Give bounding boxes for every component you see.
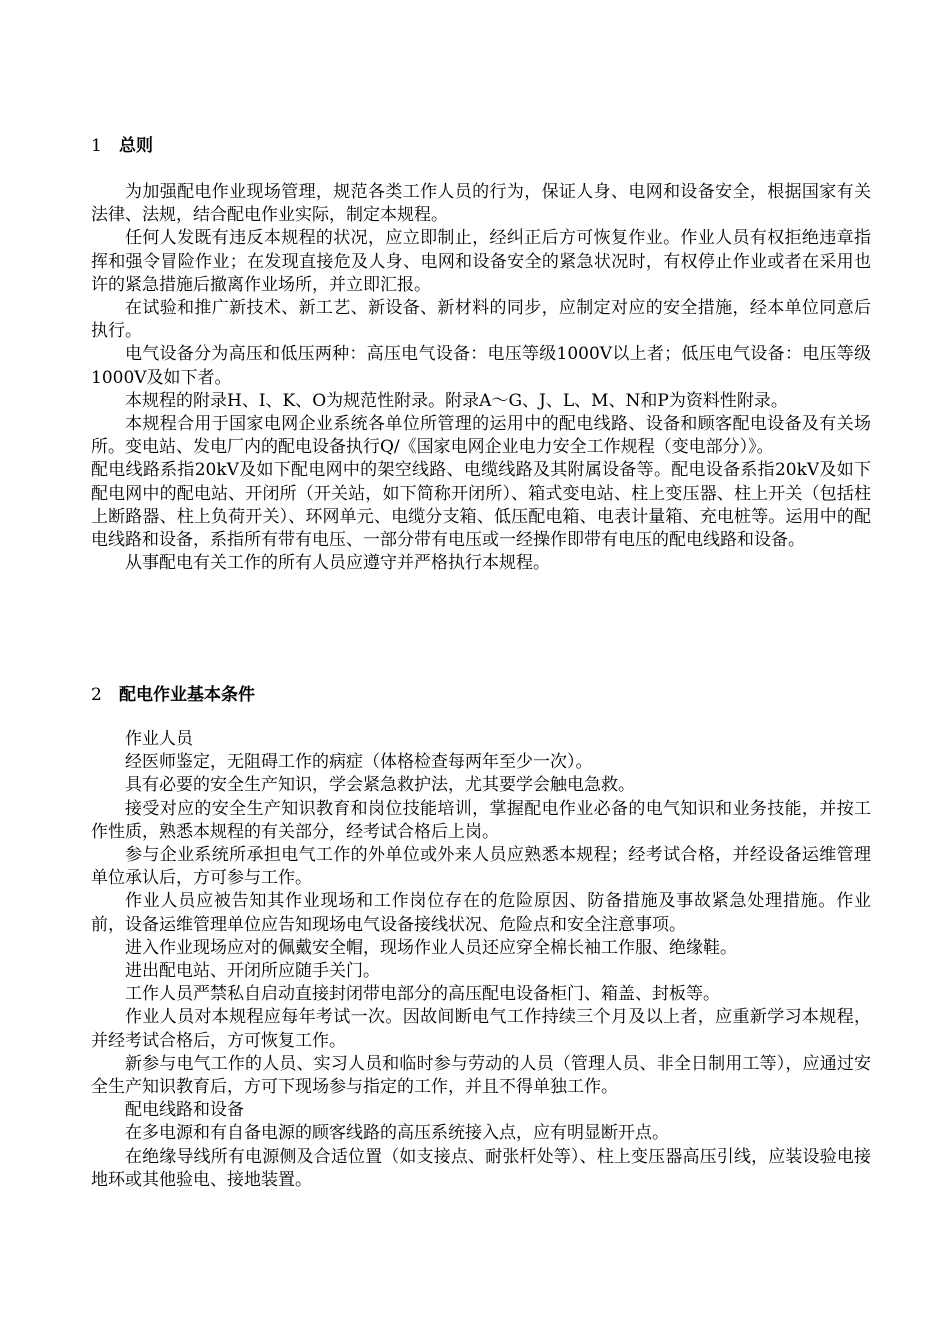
paragraph: 本规程合用于国家电网企业系统各单位所管理的运用中的配电线路、设备和顾客配电设备及有关场所。变电站、发电厂内的配电设备执行Q/《国家电网企业电力安全工作规程（变电部分）》。 [91, 414, 871, 458]
paragraph: 电气设备分为高压和低压两种：高压电气设备：电压等级1000V以上者；低压电气设备：电压等级1000V及如下者。 [91, 344, 871, 388]
paragraph: 从事配电有关工作的所有人员应遵守并严格执行本规程。 [125, 553, 550, 574]
section-2-body [91, 728, 871, 1192]
section-1-heading [91, 131, 153, 156]
paragraph: 具有必要的安全生产知识，学会紧急救护法，尤其要学会触电急救。 [125, 775, 635, 796]
paragraph: 新参与电气工作的人员、实习人员和临时参与劳动的人员（管理人员、非全日制用工等），应通过安全生产知识教育后，方可下现场参与指定的工作，并且不得单独工作。 [91, 1053, 871, 1098]
paragraph: 在试验和推广新技术、新工艺、新设备、新材料的同步，应制定对应的安全措施，经本单位同意后执行。 [91, 298, 871, 342]
subheading-personnel: 作业人员 [125, 729, 193, 749]
section-1-body [91, 181, 871, 575]
section-2-title: 配电作业基本条件 [119, 685, 255, 705]
paragraph: 作业人员应被告知其作业现场和工作岗位存在的危险原因、防备措施及事故紧急处理措施。作业前，设备运维管理单位应告知现场电气设备接线状况、危险点和安全注意事项。 [91, 891, 871, 935]
section-2-heading [91, 680, 255, 705]
paragraph: 为加强配电作业现场管理，规范各类工作人员的行为，保证人身、电网和设备安全，根据国家有关法律、法规，结合配电作业实际，制定本规程。 [91, 182, 871, 226]
section-1-number: 1 [91, 136, 102, 156]
paragraph: 作业人员对本规程应每年考试一次。因故间断电气工作持续三个月及以上者，应重新学习本规程，并经考试合格后，方可恢复工作。 [91, 1007, 871, 1051]
subheading-lines-equipment: 配电线路和设备 [125, 1100, 244, 1121]
paragraph: 接受对应的安全生产知识教育和岗位技能培训，掌握配电作业必备的电气知识和业务技能，并按工作性质，熟悉本规程的有关部分，经考试合格后上岗。 [91, 798, 871, 842]
paragraph: 本规程的附录H、I、K、O为规范性附录。附录A～G、J、L、M、N和P为资料性附录。 [125, 390, 788, 411]
paragraph: 在多电源和有自备电源的顾客线路的高压系统接入点，应有明显断开点。 [125, 1123, 669, 1144]
paragraph: 进出配电站、开闭所应随手关门。 [125, 961, 380, 982]
section-1-title: 总则 [119, 136, 153, 156]
paragraph: 任何人发既有违反本规程的状况，应立即制止，经纠正后方可恢复作业。作业人员有权拒绝违章指挥和强令冒险作业；在发现直接危及人身、电网和设备安全的紧急状况时，有权停止作业或者在采用也许的紧急措施后撤离作业场所，并立即汇报。 [91, 228, 871, 295]
paragraph: 在绝缘导线所有电源侧及合适位置（如支接点、耐张杆处等）、柱上变压器高压引线，应装设验电接地环或其他验电、接地装置。 [91, 1146, 871, 1190]
section-2-number: 2 [91, 685, 102, 705]
paragraph: 进入作业现场应对的佩戴安全帽，现场作业人员还应穿全棉长袖工作服、绝缘鞋。 [125, 937, 737, 958]
paragraph: 配电线路系指20kV及如下配电网中的架空线路、电缆线路及其附属设备等。配电设备系指20kV及如下配电网中的配电站、开闭所（开关站，如下简称开闭所）、箱式变电站、柱上变压器、柱上开关（包括柱上断路器、柱上负荷开关）、环网单元、电缆分支箱、低压配电箱、电表计量箱、充电桩等。运用中的配电线路和设备，系指所有带有电压、一部分带有电压或一经操作即带有电压的配电线路和设备。 [91, 460, 871, 551]
paragraph: 经医师鉴定，无阻碍工作的病症（体格检查每两年至少一次）。 [125, 752, 593, 773]
paragraph: 工作人员严禁私自启动直接封闭带电部分的高压配电设备柜门、箱盖、封板等。 [125, 984, 720, 1005]
paragraph: 参与企业系统所承担电气工作的外单位或外来人员应熟悉本规程；经考试合格，并经设备运维管理单位承认后，方可参与工作。 [91, 845, 871, 889]
